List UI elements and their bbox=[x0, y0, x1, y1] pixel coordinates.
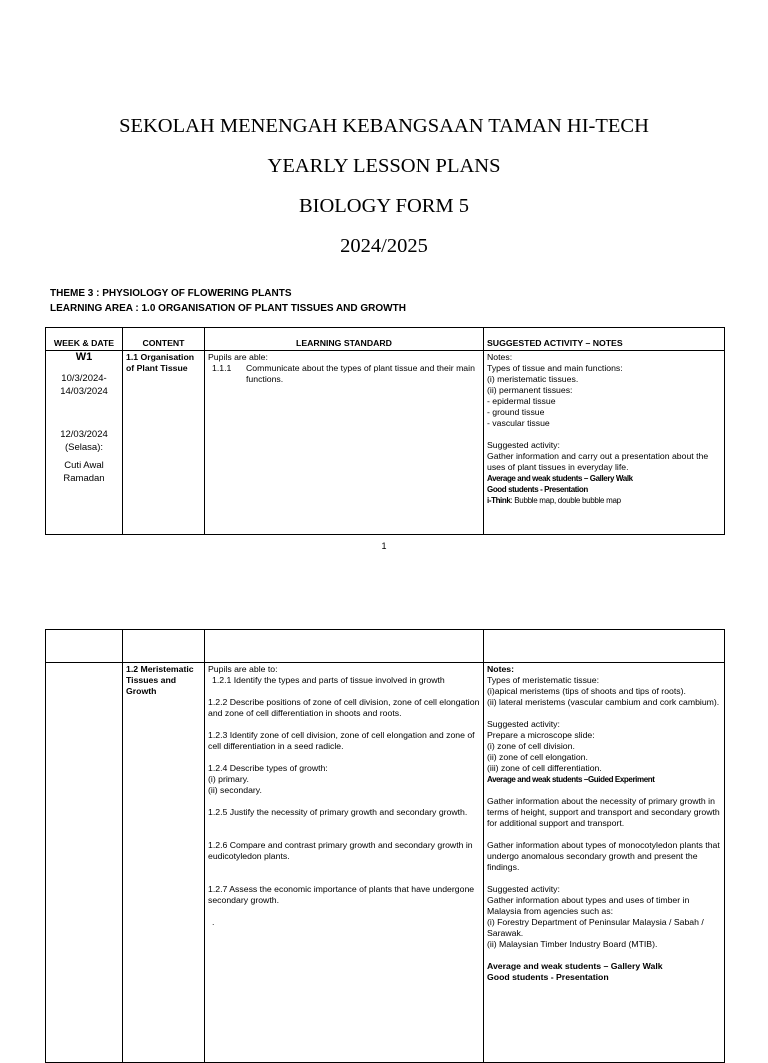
lesson-table-page2 bbox=[45, 629, 725, 1063]
col-standard-header: LEARNING STANDARD bbox=[205, 328, 484, 351]
activity-text: Gather information and carry out a presentation about the uses of plant tissues in everyday life. bbox=[487, 451, 709, 472]
content-cell: 1.2 Meristematic Tissues and Growth bbox=[123, 663, 205, 1063]
notes-line-3: (i) meristematic tissues. bbox=[487, 374, 579, 384]
activity-cell bbox=[484, 663, 725, 1063]
week-dates: 10/3/2024- 14/03/2024 bbox=[60, 373, 108, 397]
good-students-2: Good students - Presentation bbox=[487, 972, 609, 982]
notes-line-2: (i)apical meristems (tips of shoots and tips of roots). bbox=[487, 686, 686, 696]
lesson-table-page1 bbox=[45, 327, 725, 535]
standard-item bbox=[208, 363, 480, 385]
col-content-header: CONTENT bbox=[123, 328, 205, 351]
week-cell bbox=[46, 663, 123, 1063]
standard-intro: Pupils are able: bbox=[208, 352, 268, 362]
week-cell bbox=[46, 351, 123, 535]
good-students: Good students - Presentation bbox=[487, 485, 588, 494]
notes-line-6: - ground tissue bbox=[487, 407, 545, 417]
school-name: SEKOLAH MENENGAH KEBANGSAAN TAMAN HI-TECH bbox=[119, 115, 649, 137]
standard-intro: Pupils are able to: bbox=[208, 664, 278, 674]
standard-number: 1.1.1 bbox=[212, 363, 232, 373]
notes-line-2: Types of tissue and main functions: bbox=[487, 363, 623, 373]
activity-1-ii: (ii) zone of cell elongation. bbox=[487, 752, 588, 762]
standard-1-2-6: 1.2.6 Compare and contrast primary growth and secondary growth in eudicotyledon plants. bbox=[208, 840, 473, 861]
table-row bbox=[46, 351, 725, 535]
content-cell: 1.1 Organisation of Plant Tissue bbox=[123, 351, 205, 535]
table-row bbox=[46, 663, 725, 1063]
standard-1-2-4-i: (i) primary. bbox=[208, 774, 249, 784]
activity-paragraph-2: Gather information about types of monocotyledon plants that undergo anomalous secondary growth and present the findings. bbox=[487, 840, 720, 872]
activity-paragraph-1: Gather information about the necessity of primary growth in terms of height, support and transport and secondary growth for additional support and transport. bbox=[487, 796, 720, 828]
notes-line-1: Notes: bbox=[487, 352, 513, 362]
standard-1-2-2: 1.2.2 Describe positions of zone of cell division, zone of cell elongation and zone of cell differentiation in shoots and roots. bbox=[208, 697, 480, 718]
activity-2-i: (i) Forestry Department of Peninsular Malaysia / Sabah / Sarawak. bbox=[487, 917, 704, 938]
activity-2: Gather information about types and uses of timber in Malaysia from agencies such as: bbox=[487, 895, 690, 916]
notes-line-7: - vascular tissue bbox=[487, 418, 550, 428]
activity-label-2: Suggested activity: bbox=[487, 884, 560, 894]
year-title: 2024/2025 bbox=[340, 235, 428, 257]
col-activity-header: SUGGESTED ACTIVITY – NOTES bbox=[484, 328, 725, 351]
standard-1-2-7: 1.2.7 Assess the economic importance of plants that have undergone secondary growth. bbox=[208, 884, 475, 905]
standard-1-2-3: 1.2.3 Identify zone of cell division, zone of cell elongation and zone of cell differentiation in a seed radicle. bbox=[208, 730, 475, 751]
notes-label: Notes: bbox=[487, 664, 515, 674]
ithink-line bbox=[487, 495, 721, 506]
notes-line-4: (ii) permanent tissues: bbox=[487, 385, 573, 395]
activity-label: Suggested activity: bbox=[487, 719, 560, 729]
activity-cell bbox=[484, 351, 725, 535]
subject-title: BIOLOGY FORM 5 bbox=[298, 195, 470, 217]
empty-header-row bbox=[46, 630, 725, 663]
activity-1: Prepare a microscope slide: bbox=[487, 730, 595, 740]
ithink-label: i-Think bbox=[487, 496, 511, 505]
notes-line-1: Types of meristematic tissue: bbox=[487, 675, 600, 685]
col-week-header: WEEK & DATE bbox=[46, 328, 123, 351]
ithink-text: : Bubble map, double bubble map bbox=[510, 496, 621, 505]
avg-weak-students-1: Average and weak students –Guided Experiment bbox=[487, 775, 655, 784]
notes-line-3: (ii) lateral meristems (vascular cambium and cork cambium). bbox=[487, 697, 720, 707]
standard-1-2-4-ii: (ii) secondary. bbox=[208, 785, 262, 795]
holiday-date: 12/03/2024 (Selasa): bbox=[60, 429, 108, 453]
week-code: W1 bbox=[75, 351, 93, 363]
avg-weak-students-2: Average and weak students – Gallery Walk bbox=[487, 961, 663, 971]
holiday-name: Cuti Awal Ramadan bbox=[63, 460, 105, 484]
standard-text: Communicate about the types of plant tissue and their main functions. bbox=[246, 363, 475, 384]
stray-dot: . bbox=[212, 917, 215, 927]
learning-area-heading: LEARNING AREA : 1.0 ORGANISATION OF PLANT TISSUES AND GROWTH bbox=[50, 303, 406, 314]
standard-cell bbox=[205, 663, 484, 1063]
activity-2-ii: (ii) Malaysian Timber Industry Board (MTIB). bbox=[487, 939, 658, 949]
theme-heading: THEME 3 : PHYSIOLOGY OF FLOWERING PLANTS bbox=[50, 288, 292, 299]
standard-cell bbox=[205, 351, 484, 535]
avg-weak-students: Average and weak students – Gallery Walk bbox=[487, 474, 633, 483]
standard-1-2-5: 1.2.5 Justify the necessity of primary growth and secondary growth. bbox=[208, 807, 468, 817]
page-number: 1 bbox=[381, 541, 387, 551]
theme-block bbox=[50, 286, 406, 316]
plan-title: YEARLY LESSON PLANS bbox=[267, 155, 501, 177]
standard-1-2-4: 1.2.4 Describe types of growth: bbox=[208, 763, 328, 773]
activity-1-i: (i) zone of cell division. bbox=[487, 741, 575, 751]
notes-line-5: - epidermal tissue bbox=[487, 396, 556, 406]
standard-1-2-1: 1.2.1 Identify the types and parts of tissue involved in growth bbox=[212, 675, 445, 685]
activity-1-iii: (iii) zone of cell differentiation. bbox=[487, 763, 602, 773]
document-title bbox=[0, 112, 768, 272]
activity-label: Suggested activity: bbox=[487, 440, 560, 450]
